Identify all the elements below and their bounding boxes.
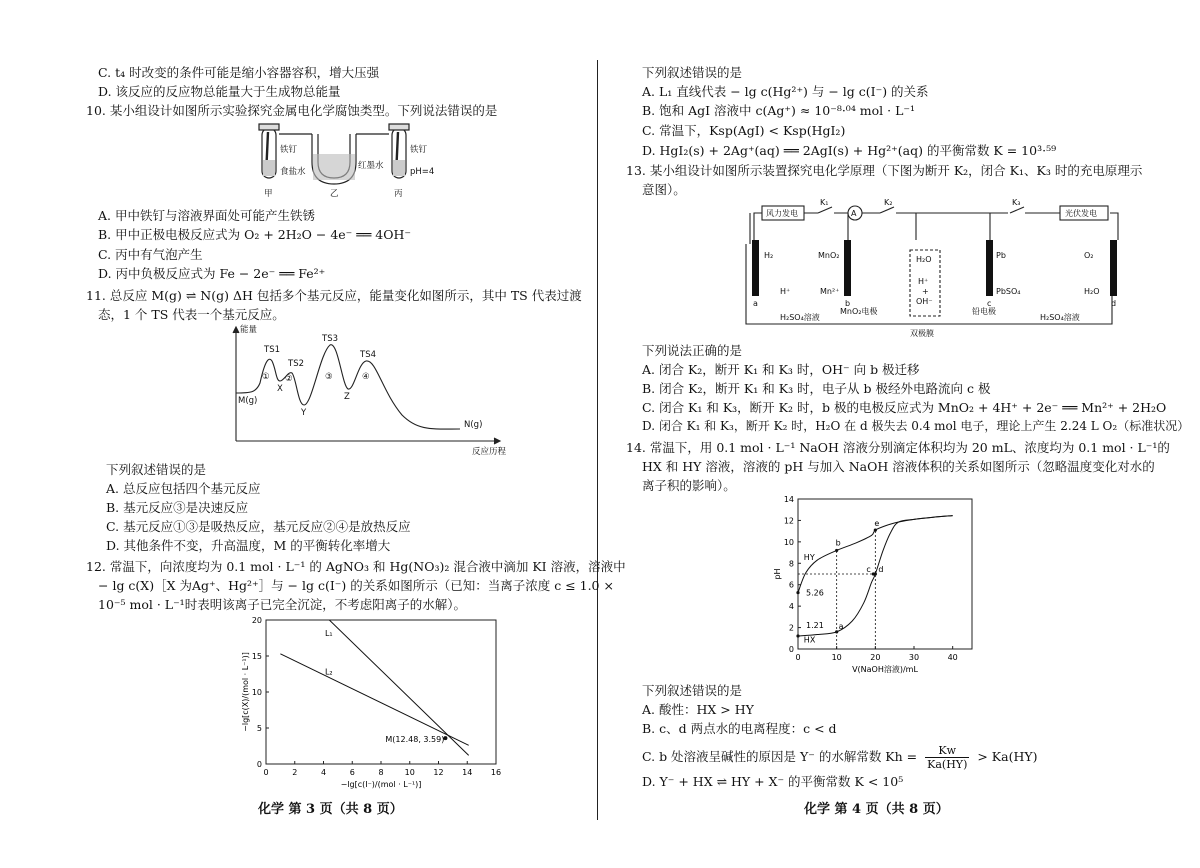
q12-option-a: A. L₁ 直线代表 − lg c(Hg²⁺) 与 − lg c(I⁻) 的关系 — [642, 84, 929, 99]
y-tick-label: 5 — [256, 724, 262, 733]
y-tick-label: 12 — [783, 516, 794, 526]
label-solar: 光伏发电 — [1065, 209, 1097, 218]
x-tick-label: 6 — [349, 768, 355, 777]
q14-option-a: A. 酸性：HX > HY — [642, 702, 754, 717]
annotation-dot — [796, 634, 799, 637]
q11-stem-line1: 11. 总反应 M(g) ⇌ N(g) ΔH 包括多个基元反应，能量变化如图所示，其中 TS 代表过渡 — [86, 288, 582, 303]
point-label-b: b — [835, 538, 841, 548]
switch-k1 — [818, 207, 832, 213]
page3-footer: 化学 第 3 页（共 8 页） — [258, 802, 403, 817]
x-tick-label: 12 — [433, 768, 444, 777]
electrode-c — [986, 240, 993, 296]
label-d: d — [1111, 299, 1117, 308]
electrode-a — [752, 240, 759, 296]
point-d — [874, 572, 877, 575]
energy-curve — [236, 345, 460, 429]
q10-stem: 10. 某小组设计如图所示实验探究金属电化学腐蚀类型。下列说法错误的是 — [86, 103, 498, 118]
kh-numerator: Kw — [925, 744, 969, 758]
y-tick-label: 8 — [788, 559, 794, 569]
q14-option-c-prefix: C. b 处溶液呈碱性的原因是 Y⁻ 的水解常数 Kh = — [642, 749, 918, 764]
label-nail-jia: 铁钉 — [280, 145, 298, 155]
q12-option-c: C. 常温下，Ksp(AgI) < Ksp(HgI₂) — [642, 123, 846, 138]
q12-option-d: D. HgI₂(s) + 2Ag⁺(aq) ══ 2AgI(s) + Hg²⁺(aq) 的平衡常数 K = 10³·⁵⁹ — [642, 143, 1057, 158]
y-axis-label: pH — [773, 568, 782, 580]
y-tick-label: 0 — [788, 645, 794, 654]
label-k1: K₁ — [820, 198, 829, 207]
series-label-1: HY — [803, 553, 815, 563]
y-tick-label: 20 — [251, 616, 262, 625]
q10-option-d: D. 丙中负极反应式为 Fe − 2e⁻ ══ Fe²⁺ — [98, 266, 326, 281]
kh-denominator: Ka(HY) — [927, 758, 968, 771]
label-step3: ③ — [325, 372, 333, 382]
label-step1: ① — [262, 372, 270, 382]
q11-option-c: C. 基元反应①③是吸热反应，基元反应②④是放热反应 — [106, 519, 411, 534]
label-red-ink: 红墨水 — [358, 161, 384, 171]
y-tick-label: 4 — [788, 602, 794, 612]
y-tick-label: 15 — [251, 652, 262, 661]
q13-option-a: A. 闭合 K₂，断开 K₁ 和 K₃ 时，OH⁻ 向 b 极迁移 — [642, 362, 920, 377]
q11-option-a: A. 总反应包括四个基元反应 — [106, 481, 261, 496]
q11-stem-line2: 态，1 个 TS 代表一个基元反应。 — [98, 307, 285, 322]
q13-intro: 下列说法正确的是 — [642, 343, 743, 358]
label-y: Y — [301, 408, 307, 418]
x-tick-label: 0 — [263, 768, 269, 777]
point-label-d: d — [878, 565, 884, 574]
x-tick-label: 40 — [947, 653, 958, 662]
label-membrane: 双极膜 — [910, 329, 934, 338]
x-axis-label: V(NaOH溶液)/mL — [852, 665, 918, 674]
annotation-value: 1.21 — [806, 621, 824, 631]
plot-frame — [266, 620, 496, 764]
label-z: Z — [344, 392, 350, 402]
switch-k2 — [880, 207, 894, 213]
label-acid-right: H₂SO₄溶液 — [1040, 313, 1080, 322]
label-pb: Pb — [996, 251, 1006, 260]
q12-chart — [224, 614, 524, 794]
q11-option-b: B. 基元反应③是决速反应 — [106, 500, 249, 515]
electrode-d — [1110, 240, 1117, 296]
x-tick-label: 8 — [378, 768, 384, 777]
annotation-value: 5.26 — [806, 588, 824, 598]
q14-stem-line3: 离子积的影响）。 — [642, 478, 736, 493]
x-tick-label: 30 — [908, 653, 920, 662]
q13-apparatus — [740, 198, 1117, 340]
electrode-b — [844, 240, 851, 296]
right-column — [626, 0, 1190, 868]
x-tick-label: 4 — [320, 768, 327, 777]
label-oh: OH⁻ — [916, 297, 933, 306]
q14-option-c — [642, 744, 1038, 771]
q12-option-b: B. 饱和 AgI 溶液中 c(Ag⁺) ≈ 10⁻⁸·⁰⁴ mol · L⁻¹ — [642, 103, 916, 118]
q13-option-b: B. 闭合 K₂，断开 K₁ 和 K₃ 时，电子从 b 极经外电路流向 c 极 — [642, 381, 991, 396]
q14-stem-line2: HX 和 HY 溶液，溶液的 pH 与加入 NaOH 溶液体积的关系如图所示（忽略温度变化对水的 — [642, 459, 1155, 474]
label-bing: 丙 — [394, 189, 403, 199]
label-mno2-electrode: MnO₂电极 — [840, 307, 878, 316]
y-tick-label: 0 — [256, 760, 262, 769]
q13-stem-line2: 意图）。 — [642, 182, 686, 197]
label-yi: 乙 — [330, 189, 339, 199]
q12-stem-line3: 10⁻⁵ mol · L⁻¹时表明该离子已完全沉淀，不考虑阳离子的水解）。 — [98, 597, 466, 612]
point-label-c: c — [866, 565, 871, 574]
q10-option-b: B. 甲中正极电极反应式为 O₂ + 2H₂O − 4e⁻ ══ 4OH⁻ — [98, 227, 411, 242]
label-ts1: TS1 — [264, 345, 280, 355]
label-nail-bing: 铁钉 — [410, 145, 428, 155]
series-label-1: L₁ — [324, 628, 333, 638]
label-ammeter: A — [851, 209, 857, 218]
q14-intro: 下列叙述错误的是 — [642, 683, 743, 698]
label-wind: 风力发电 — [766, 209, 798, 218]
q11-intro: 下列叙述错误的是 — [106, 462, 207, 477]
kh-fraction — [925, 744, 969, 771]
label-pbso4: PbSO₄ — [996, 287, 1021, 296]
label-mg: M(g) — [238, 396, 258, 406]
y-tick-label: 14 — [783, 495, 794, 504]
q10-option-a: A. 甲中铁钉与溶液界面处可能产生铁锈 — [98, 208, 315, 223]
label-acid-left: H₂SO₄溶液 — [780, 313, 820, 322]
label-salt-water: 食盐水 — [280, 167, 306, 177]
point-e — [874, 528, 877, 531]
page4-footer: 化学 第 4 页（共 8 页） — [804, 802, 949, 817]
label-x: X — [277, 384, 283, 394]
column-divider — [597, 60, 598, 820]
q11-option-d: D. 其他条件不变，升高温度，M 的平衡转化率增大 — [106, 538, 391, 553]
y-tick-label: 2 — [788, 623, 794, 633]
label-ng: N(g) — [464, 420, 483, 430]
y-tick-label: 10 — [251, 688, 262, 697]
x-tick-label: 14 — [462, 768, 473, 777]
left-column — [72, 0, 626, 868]
x-tick-label: 2 — [292, 768, 298, 777]
q13-option-d: D. 闭合 K₁ 和 K₃，断开 K₂ 时，H₂O 在 d 极失去 0.4 mol 电子，理论上产生 2.24 L O₂（标准状况） — [642, 419, 1190, 433]
q14-option-b: B. c、d 两点水的电离程度：c < d — [642, 721, 837, 736]
label-hplus-membrane: H⁺ — [918, 277, 929, 286]
y-tick-label: 6 — [788, 580, 794, 590]
label-plus: + — [922, 287, 929, 296]
series-label-2: HX — [803, 635, 816, 645]
q12-stem-line2: − lg c(X)［X 为Ag⁺、Hg²⁺］与 − lg c(I⁻) 的关系如图所示（已知：当离子浓度 c ≤ 1.0 × — [98, 578, 614, 593]
label-pb-electrode: 铅电极 — [972, 307, 996, 316]
x-axis-label: −lg[c(I⁻)/(mol · L⁻¹)] — [340, 780, 422, 789]
x-tick-label: 10 — [404, 768, 415, 777]
label-energy: 能量 — [240, 325, 258, 335]
annotation-dot — [796, 591, 799, 594]
label-h2o: H₂O — [1084, 287, 1100, 296]
label-h2: H₂ — [764, 251, 774, 260]
plot-frame — [798, 499, 972, 649]
label-mno2: MnO₂ — [818, 251, 840, 260]
x-tick-label: 10 — [831, 653, 842, 662]
label-ts3: TS3 — [322, 334, 338, 344]
label-c: c — [987, 299, 992, 308]
label-ts2: TS2 — [288, 359, 304, 369]
switch-k3 — [1010, 207, 1024, 213]
q13-stem-line1: 13. 某小组设计如图所示装置探究电化学原理（下图为断开 K₂，闭合 K₁、K₃ 时的充电原理示 — [626, 163, 1143, 178]
label-jia: 甲 — [264, 189, 273, 199]
q14-option-c-suffix: > Ka(HY) — [977, 749, 1038, 764]
q10-corrosion-figure — [252, 122, 442, 202]
q13-option-c: C. 闭合 K₁ 和 K₃，断开 K₂ 时，b 极的电极反应式为 MnO₂ + 4H⁺ + 2e⁻ ══ Mn²⁺ + 2H₂O — [642, 400, 1167, 415]
point-b — [835, 549, 838, 552]
q12-intro: 下列叙述错误的是 — [642, 65, 743, 80]
label-a: a — [753, 299, 758, 308]
label-ph: pH=4 — [410, 167, 435, 177]
point-label-e: e — [874, 519, 880, 529]
series-line-2 — [280, 654, 468, 745]
q14-chart — [760, 493, 990, 681]
label-step4: ④ — [362, 372, 370, 382]
label-mn2: Mn²⁺ — [820, 287, 840, 296]
q14-option-d: D. Y⁻ + HX ⇌ HY + X⁻ 的平衡常数 K < 10⁵ — [642, 774, 904, 789]
q12-stem-line1: 12. 常温下，向浓度均为 0.1 mol · L⁻¹ 的 AgNO₃ 和 Hg(NO₃)₂ 混合液中滴加 KI 溶液，溶液中 — [86, 559, 626, 574]
point-label-a: a — [838, 621, 844, 631]
annotation-m: M(12.48, 3.59) — [385, 735, 445, 745]
q11-energy-diagram — [232, 323, 522, 458]
label-k3: K₃ — [1012, 198, 1021, 207]
label-k2: K₂ — [884, 198, 893, 207]
label-hplus: H⁺ — [780, 287, 791, 296]
q14-stem-line1: 14. 常温下，用 0.1 mol · L⁻¹ NaOH 溶液分别滴定体积均为 20 mL、浓度均为 0.1 mol · L⁻¹的 — [626, 440, 1170, 455]
series-label-2: L₂ — [324, 667, 333, 677]
x-tick-label: 20 — [870, 653, 881, 662]
x-tick-label: 16 — [490, 768, 502, 777]
label-h2o-membrane: H₂O — [916, 255, 932, 264]
label-b: b — [845, 299, 851, 308]
y-axis-label: −lg[c(X)/(mol · L⁻¹)] — [241, 652, 250, 732]
x-tick-label: 0 — [795, 653, 801, 662]
q9-option-d: D. 该反应的反应物总能量大于生成物总能量 — [98, 84, 341, 99]
y-tick-label: 10 — [783, 537, 794, 547]
label-o2: O₂ — [1084, 251, 1094, 260]
q10-option-c: C. 丙中有气泡产生 — [98, 247, 203, 262]
q9-option-c: C. t₄ 时改变的条件可能是缩小容器容积，增大压强 — [98, 65, 380, 80]
label-ts4: TS4 — [360, 350, 376, 360]
label-step2: ② — [285, 374, 293, 384]
label-reaction-progress: 反应历程 — [472, 447, 507, 457]
